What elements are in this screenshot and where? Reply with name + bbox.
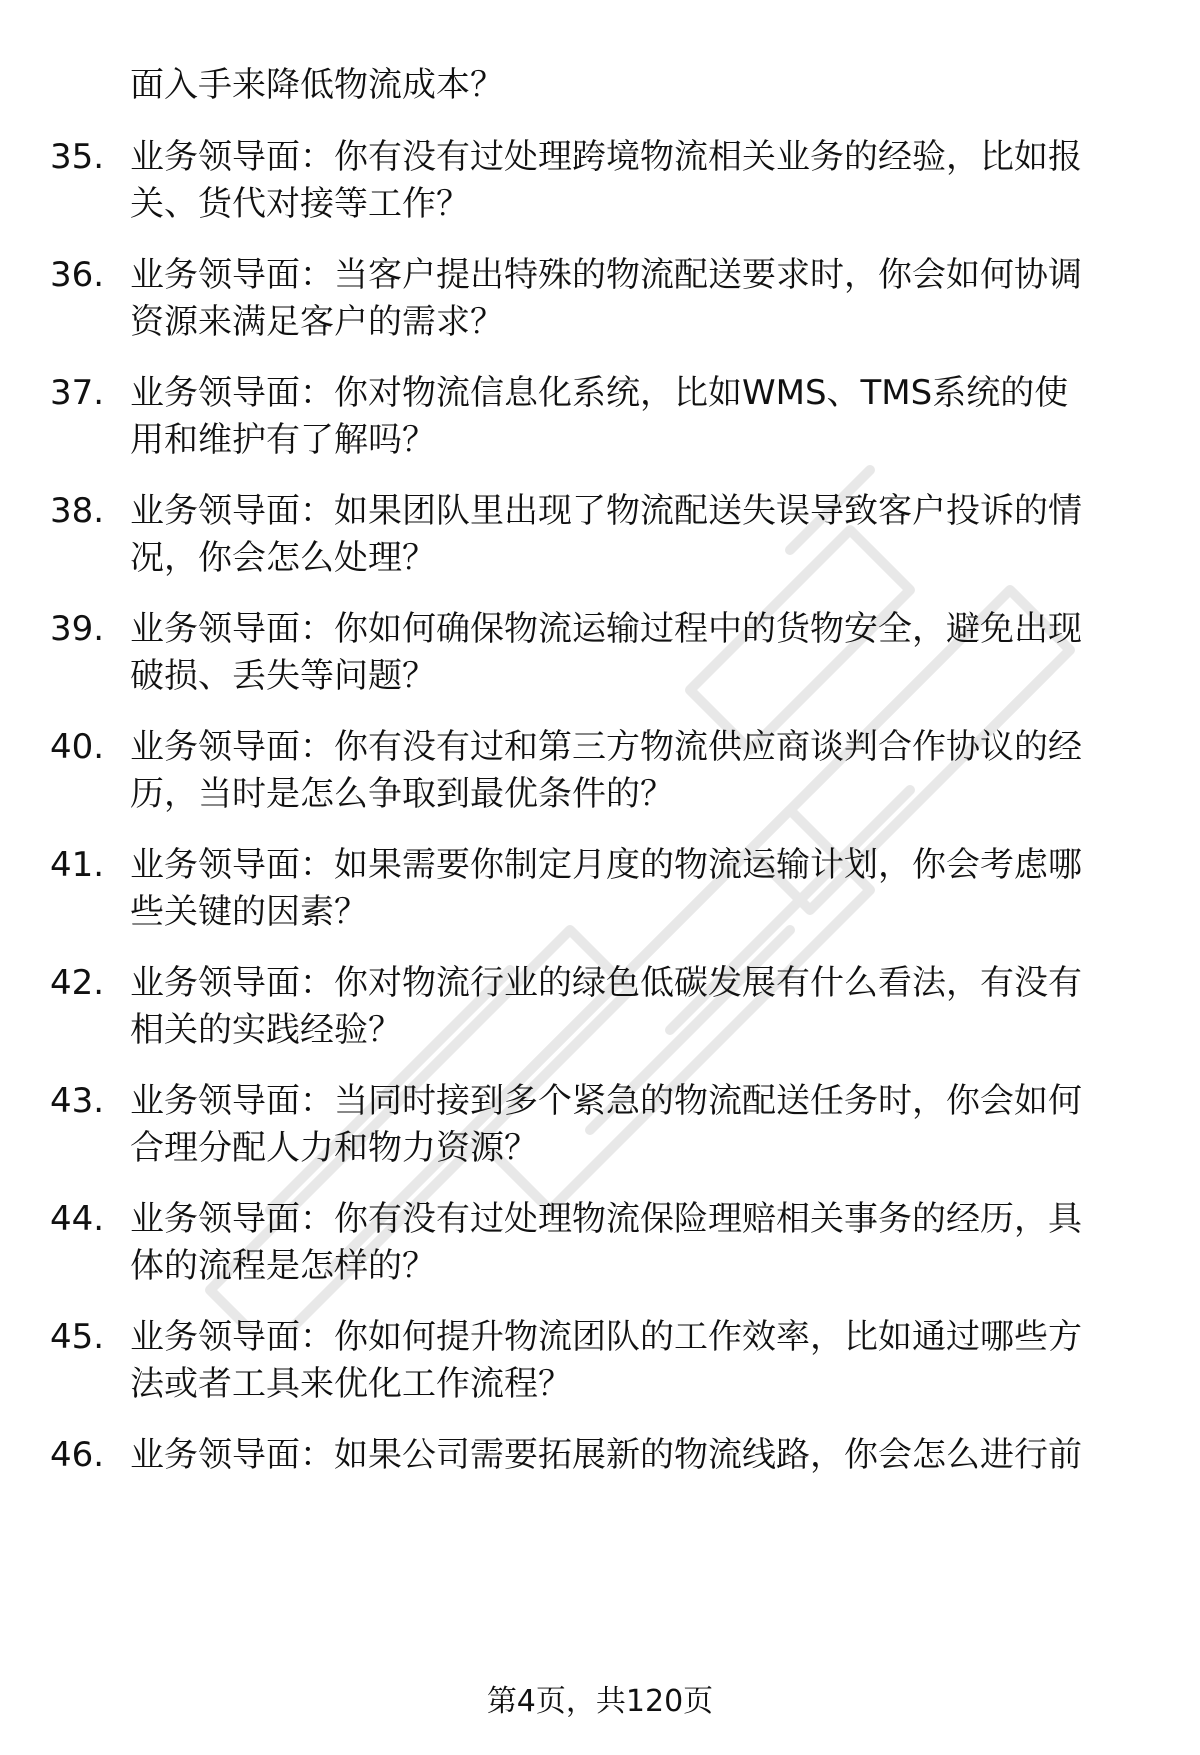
question-number: 37. — [50, 373, 105, 413]
question-text-line: 业务领导面：你对物流行业的绿色低碳发展有什么看法，有没有 — [130, 963, 1082, 1003]
question-text-line: 况，你会怎么处理？ — [130, 538, 436, 578]
question-number: 40. — [50, 727, 105, 767]
question-item — [0, 486, 1200, 586]
question-number: 35. — [50, 137, 105, 177]
question-text-line: 业务领导面：如果需要你制定月度的物流运输计划，你会考虑哪 — [130, 845, 1082, 885]
question-item — [0, 250, 1200, 350]
question-text-line: 些关键的因素？ — [130, 892, 368, 932]
question-item — [0, 1312, 1200, 1412]
page-footer: 第4页，共120页 — [486, 1684, 714, 1719]
question-item — [0, 368, 1200, 468]
question-number: 39. — [50, 609, 105, 649]
question-item — [0, 1430, 1200, 1530]
question-number: 43. — [50, 1081, 105, 1121]
question-number: 41. — [50, 845, 105, 885]
question-text-line: 资源来满足客户的需求？ — [130, 302, 504, 342]
question-text-line: 业务领导面：你有没有过和第三方物流供应商谈判合作协议的经 — [130, 727, 1082, 767]
question-text-line: 合理分配人力和物力资源？ — [130, 1128, 538, 1168]
question-text-line: 业务领导面：如果团队里出现了物流配送失误导致客户投诉的情 — [130, 491, 1082, 531]
question-text-line: 业务领导面：你有没有过处理物流保险理赔相关事务的经历，具 — [130, 1199, 1082, 1239]
question-text-line: 用和维护有了解吗？ — [130, 420, 436, 460]
question-text-line: 关、货代对接等工作？ — [130, 184, 470, 224]
question-text-line: 历，当时是怎么争取到最优条件的？ — [130, 774, 674, 814]
question-number: 46. — [50, 1435, 105, 1475]
question-text-line: 业务领导面：你如何提升物流团队的工作效率，比如通过哪些方 — [130, 1317, 1082, 1357]
question-text-line: 业务领导面：当客户提出特殊的物流配送要求时，你会如何协调 — [130, 255, 1082, 295]
question-number: 38. — [50, 491, 105, 531]
question-item — [0, 1194, 1200, 1294]
question-item — [0, 604, 1200, 704]
question-text-line: 业务领导面：当同时接到多个紧急的物流配送任务时，你会如何 — [130, 1081, 1082, 1121]
question-text-line: 相关的实践经验？ — [130, 1010, 402, 1050]
question-item — [0, 132, 1200, 232]
question-item — [0, 958, 1200, 1058]
question-text-line: 体的流程是怎样的？ — [130, 1246, 436, 1286]
question-text-line: 业务领导面：你如何确保物流运输过程中的货物安全，避免出现 — [130, 609, 1082, 649]
question-text-line: 业务领导面：你对物流信息化系统，比如WMS、TMS系统的使 — [130, 373, 1069, 413]
question-text-line: 业务领导面：如果公司需要拓展新的物流线路，你会怎么进行前 — [130, 1435, 1082, 1475]
continued-question-text: 面入手来降低物流成本？ — [130, 65, 504, 105]
question-text-line: 法或者工具来优化工作流程？ — [130, 1364, 572, 1404]
question-number: 36. — [50, 255, 105, 295]
question-number: 42. — [50, 963, 105, 1003]
question-text-line: 破损、丢失等问题？ — [130, 656, 436, 696]
question-item — [0, 1076, 1200, 1176]
question-text-line: 业务领导面：你有没有过处理跨境物流相关业务的经验，比如报 — [130, 137, 1082, 177]
question-number: 44. — [50, 1199, 105, 1239]
question-number: 45. — [50, 1317, 105, 1357]
question-item — [0, 722, 1200, 822]
question-item — [0, 840, 1200, 940]
